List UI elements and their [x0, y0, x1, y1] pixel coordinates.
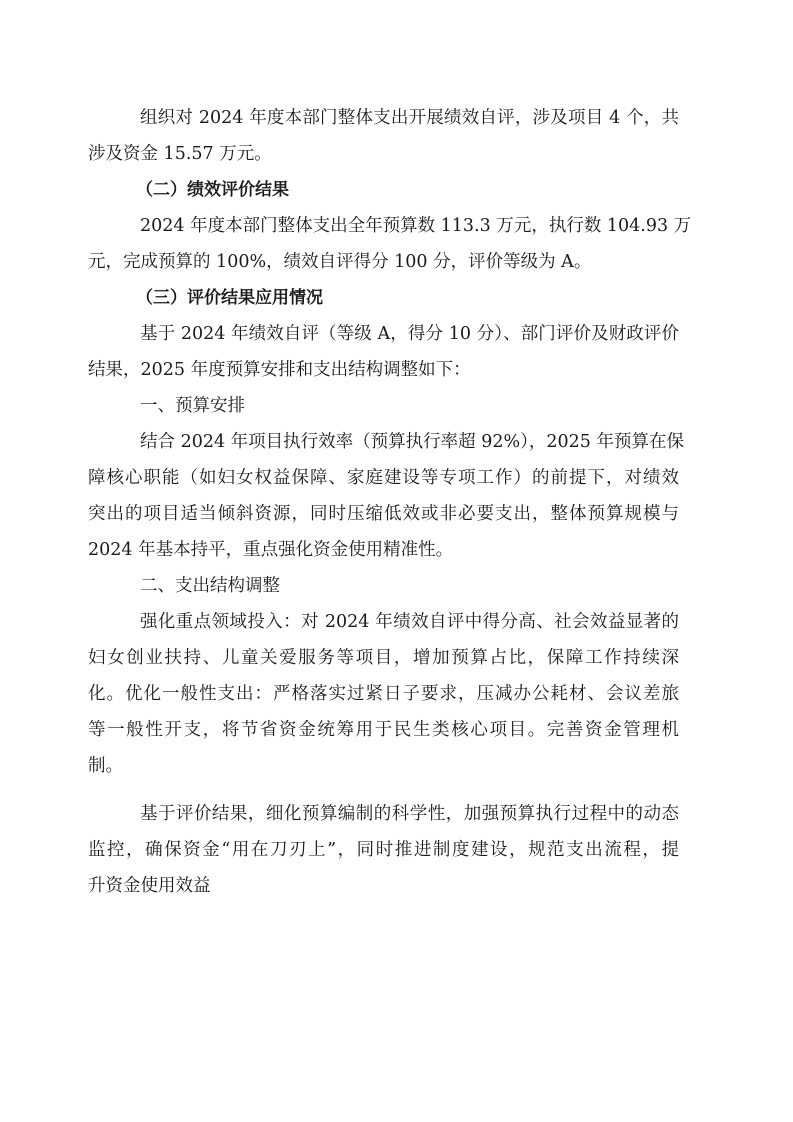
sub1-line-2: 障核心职能（如妇女权益保障、家庭建设等专项工作）的前提下，对绩效: [88, 468, 679, 488]
closing-line-2: 监控，确保资金“用在刀刃上”，同时推进制度建设，规范支出流程，提: [88, 840, 679, 860]
section2-line-1: 2024 年度本部门整体支出全年预算数 113.3 万元，执行数 104.93 万: [140, 216, 692, 236]
section-heading-performance-result: （二）绩效评价结果: [136, 180, 289, 200]
sub1-line-3: 突出的项目适当倾斜资源，同时压缩低效或非必要支出，整体预算规模与: [88, 504, 679, 524]
section3-line-1: 基于 2024 年绩效自评（等级 A，得分 10 分）、部门评价及财政评价: [140, 324, 679, 344]
section3-line-2: 结果，2025 年度预算安排和支出结构调整如下：: [88, 360, 471, 380]
sub1-line-4: 2024 年基本持平，重点强化资金使用精准性。: [88, 540, 454, 560]
sub1-line-1: 结合 2024 年项目执行效率（预算执行率超 92%），2025 年预算在保: [140, 432, 684, 452]
closing-line-3: 升资金使用效益: [88, 876, 211, 896]
subheading-budget-arrangement: 一、预算安排: [140, 396, 245, 416]
sub2-line-5: 制。: [88, 756, 123, 776]
closing-line-1: 基于评价结果，细化预算编制的科学性，加强预算执行过程中的动态: [140, 804, 679, 824]
section-heading-result-application: （三）评价结果应用情况: [136, 288, 323, 308]
section2-line-2: 元，完成预算的 100%，绩效自评得分 100 分，评价等级为 A。: [88, 252, 592, 272]
intro-line-1: 组织对 2024 年度本部门整体支出开展绩效自评，涉及项目 4 个，共: [140, 108, 679, 128]
sub2-line-4: 等一般性开支，将节省资金统筹用于民生类核心项目。完善资金管理机: [88, 720, 679, 740]
sub2-line-1: 强化重点领域投入：对 2024 年绩效自评中得分高、社会效益显著的: [140, 612, 679, 632]
subheading-expenditure-structure: 二、支出结构调整: [140, 576, 280, 596]
sub2-line-2: 妇女创业扶持、儿童关爱服务等项目，增加预算占比，保障工作持续深: [88, 648, 679, 668]
sub2-line-3: 化。优化一般性支出：严格落实过紧日子要求，压减办公耗材、会议差旅: [88, 684, 679, 704]
intro-line-2: 涉及资金 15.57 万元。: [88, 144, 272, 164]
